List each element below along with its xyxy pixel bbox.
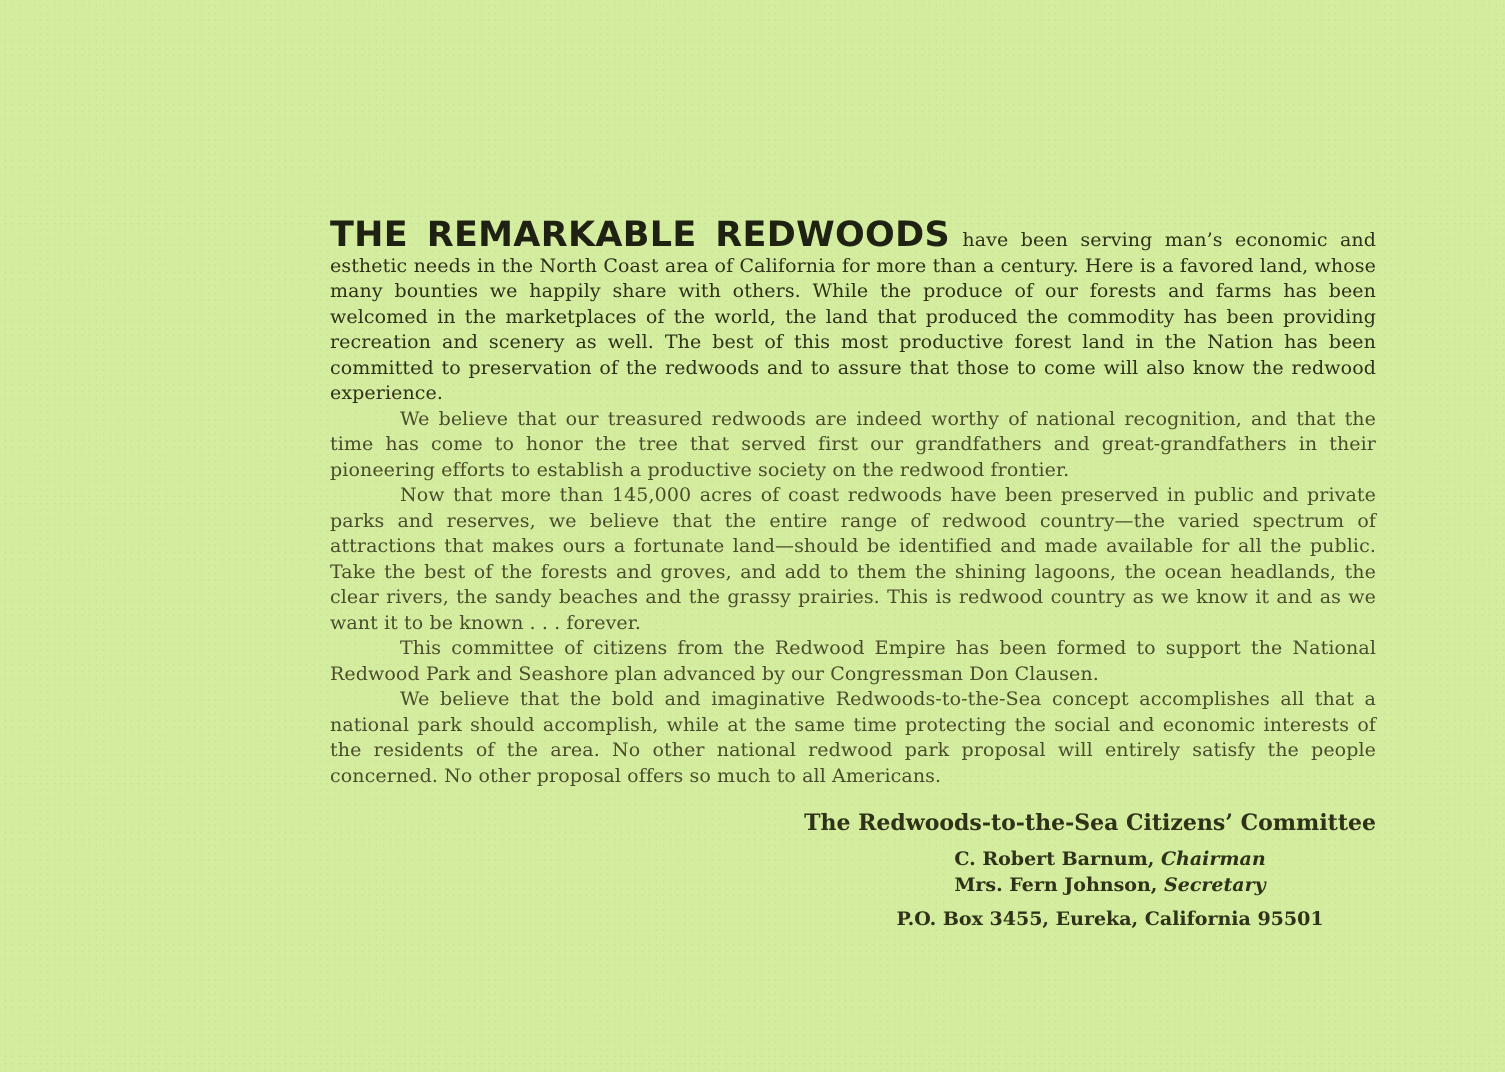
headline: THE REMARKABLE REDWOODS xyxy=(330,215,950,255)
mailing-address: P.O. Box 3455, Eureka, California 95501 xyxy=(896,908,1324,930)
paragraph: We believe that our treasured redwoods are indeed worthy of national recognition, and that the time has come to honor the tree that served first our grandfathers and great-grandfathers in their pioneering efforts to establish a productive society on the redwood frontier. xyxy=(330,407,1376,481)
lead-text: have been serving man’s economic and esthetic needs in the North Coast area of California for more than a century. Here is a favored land, whose many bounties we happily share with others. While the produce of our forests and farms has been welcomed in the marketplaces of the world, the land that produced the commodity has been providing recreation and scenery as well. The best of this most productive forest land in the Nation has been committed to preservation of the redwoods and to assure that those to come will also know the redwood experience. xyxy=(330,229,1376,404)
document-body xyxy=(330,215,1376,789)
paragraph: This committee of citizens from the Redwood Empire has been formed to support the National Redwood Park and Seashore plan advanced by our Congressman Don Clausen. xyxy=(330,637,1376,685)
signature-block xyxy=(330,808,1376,930)
officer-name: Mrs. Fern Johnson, xyxy=(954,874,1158,896)
officer-chairman xyxy=(890,846,1330,872)
officer-role: Chairman xyxy=(1160,848,1266,870)
paragraph: Now that more than 145,000 acres of coast redwoods have been preserved in public and private parks and reserves, we believe that the entire range of redwood country—the varied spectrum of attractions that makes ours a fortunate land—should be identified and made available for all the public. Take the best of the forests and groves, and add to them the shining lagoons, the ocean headlands, the clear rivers, the sandy beaches and the grassy prairies. This is redwood country as we know it and as we want it to be known . . . forever. xyxy=(330,484,1376,634)
officer-secretary xyxy=(890,872,1330,898)
officers-list xyxy=(890,846,1330,932)
paragraph: We believe that the bold and imaginative Redwoods-to-the-Sea concept accomplishes all that a national park should accomplish, while at the same time protecting the social and economic interests of the residents of the area. No other national redwood park proposal will entirely satisfy the people concerned. No other proposal offers so much to all Americans. xyxy=(330,688,1376,787)
committee-name: The Redwoods-to-the-Sea Citizens’ Committee xyxy=(804,810,1376,836)
officer-name: C. Robert Barnum, xyxy=(954,848,1155,870)
officer-role: Secretary xyxy=(1164,874,1266,896)
lead-paragraph xyxy=(330,215,1376,407)
